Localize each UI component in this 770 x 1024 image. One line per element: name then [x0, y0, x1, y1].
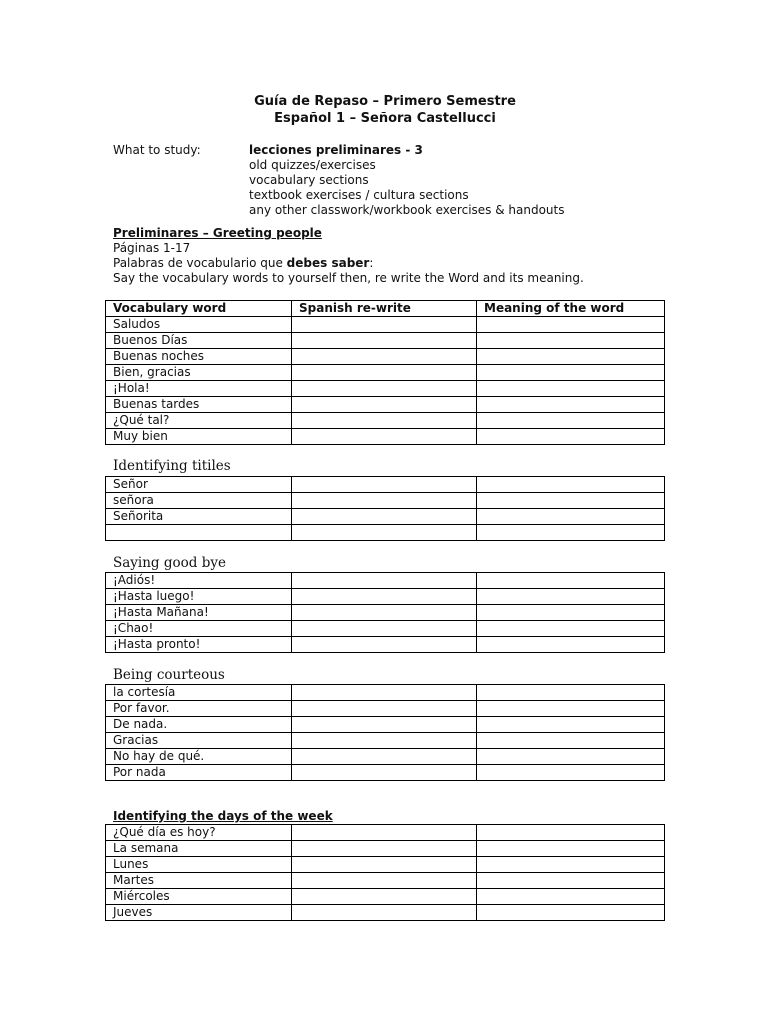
- vocab-word: De nada.: [106, 717, 292, 733]
- table-row: [106, 749, 665, 765]
- rewrite-cell[interactable]: [292, 493, 477, 509]
- table-row: [106, 637, 665, 653]
- vocab-note-bold: debes saber: [286, 256, 370, 270]
- rewrite-cell[interactable]: [292, 765, 477, 781]
- meaning-cell[interactable]: [477, 685, 665, 701]
- vocab-word: Por favor.: [106, 701, 292, 717]
- rewrite-cell[interactable]: [292, 605, 477, 621]
- table-row: [106, 605, 665, 621]
- rewrite-cell[interactable]: [292, 841, 477, 857]
- meaning-cell[interactable]: [477, 397, 665, 413]
- table-header-row: [106, 301, 665, 317]
- page-title: Guía de Repaso – Primero Semestre: [254, 94, 516, 109]
- vocab-word: No hay de qué.: [106, 749, 292, 765]
- meaning-cell[interactable]: [477, 413, 665, 429]
- section-heading-greetings: Preliminares – Greeting people: [113, 226, 322, 240]
- table-row: [106, 413, 665, 429]
- section-heading-goodbye: Saying good bye: [113, 555, 226, 571]
- meaning-cell[interactable]: [477, 857, 665, 873]
- goodbye-table: [105, 572, 665, 653]
- meaning-cell[interactable]: [477, 841, 665, 857]
- meaning-cell[interactable]: [477, 605, 665, 621]
- table-row: [106, 365, 665, 381]
- table-row: [106, 477, 665, 493]
- meaning-cell[interactable]: [477, 477, 665, 493]
- vocab-note-suffix: :: [369, 256, 374, 270]
- vocab-word: Miércoles: [106, 889, 292, 905]
- table-row: [106, 717, 665, 733]
- vocab-word: Buenas noches: [106, 349, 292, 365]
- page-subtitle: Español 1 – Señora Castellucci: [274, 111, 496, 126]
- vocab-word: Saludos: [106, 317, 292, 333]
- meaning-cell[interactable]: [477, 381, 665, 397]
- meaning-cell[interactable]: [477, 589, 665, 605]
- section-heading-titles: Identifying titiles: [113, 458, 231, 474]
- courteous-table: [105, 684, 665, 781]
- meaning-cell[interactable]: [477, 429, 665, 445]
- vocab-word: Gracias: [106, 733, 292, 749]
- study-label: What to study:: [113, 143, 201, 157]
- meaning-cell[interactable]: [477, 701, 665, 717]
- table-row: [106, 733, 665, 749]
- rewrite-cell[interactable]: [292, 857, 477, 873]
- rewrite-cell[interactable]: [292, 429, 477, 445]
- meaning-cell[interactable]: [477, 825, 665, 841]
- table-row: [106, 873, 665, 889]
- rewrite-cell[interactable]: [292, 413, 477, 429]
- table-row: [106, 889, 665, 905]
- meaning-cell[interactable]: [477, 317, 665, 333]
- vocab-word: ¡Hola!: [106, 381, 292, 397]
- rewrite-cell[interactable]: [292, 733, 477, 749]
- rewrite-cell[interactable]: [292, 397, 477, 413]
- table-row: [106, 397, 665, 413]
- table-row: [106, 841, 665, 857]
- pages-note: Páginas 1-17: [113, 241, 191, 255]
- header-vocabulary-word: Vocabulary word: [106, 301, 292, 317]
- study-item: textbook exercises / cultura sections: [249, 188, 469, 202]
- vocab-word: ¡Hasta pronto!: [106, 637, 292, 653]
- rewrite-cell[interactable]: [292, 685, 477, 701]
- table-row: [106, 573, 665, 589]
- table-row: [106, 333, 665, 349]
- header-meaning: Meaning of the word: [477, 301, 665, 317]
- table-row: [106, 525, 665, 541]
- rewrite-cell[interactable]: [292, 525, 477, 541]
- table-row: [106, 825, 665, 841]
- rewrite-cell[interactable]: [292, 477, 477, 493]
- vocab-word: ¡Chao!: [106, 621, 292, 637]
- meaning-cell[interactable]: [477, 509, 665, 525]
- rewrite-cell[interactable]: [292, 825, 477, 841]
- rewrite-cell[interactable]: [292, 381, 477, 397]
- table-row: [106, 857, 665, 873]
- vocab-word: Por nada: [106, 765, 292, 781]
- vocab-word: Jueves: [106, 905, 292, 921]
- vocab-word: Martes: [106, 873, 292, 889]
- rewrite-cell[interactable]: [292, 717, 477, 733]
- meaning-cell[interactable]: [477, 349, 665, 365]
- meaning-cell[interactable]: [477, 749, 665, 765]
- vocab-note: [113, 256, 373, 270]
- study-list: [249, 143, 564, 218]
- vocab-word: ¿Qué tal?: [106, 413, 292, 429]
- study-item: old quizzes/exercises: [249, 158, 376, 172]
- study-item: any other classwork/workbook exercises & handouts: [249, 203, 565, 217]
- table-row: [106, 509, 665, 525]
- greetings-table: [105, 300, 665, 445]
- instructions: Say the vocabulary words to yourself then, re write the Word and its meaning.: [113, 271, 584, 285]
- rewrite-cell[interactable]: [292, 365, 477, 381]
- meaning-cell[interactable]: [477, 525, 665, 541]
- meaning-cell[interactable]: [477, 493, 665, 509]
- rewrite-cell[interactable]: [292, 349, 477, 365]
- meaning-cell[interactable]: [477, 573, 665, 589]
- rewrite-cell[interactable]: [292, 873, 477, 889]
- meaning-cell[interactable]: [477, 717, 665, 733]
- vocab-word: ¿Qué día es hoy?: [106, 825, 292, 841]
- rewrite-cell[interactable]: [292, 573, 477, 589]
- titles-table: [105, 476, 665, 541]
- vocab-word: ¡Hasta luego!: [106, 589, 292, 605]
- vocab-word: Lunes: [106, 857, 292, 873]
- table-row: [106, 381, 665, 397]
- table-row: [106, 905, 665, 921]
- rewrite-cell[interactable]: [292, 589, 477, 605]
- meaning-cell[interactable]: [477, 889, 665, 905]
- study-item: lecciones preliminares - 3: [249, 143, 423, 157]
- table-row: [106, 349, 665, 365]
- vocab-word: Señor: [106, 477, 292, 493]
- table-row: [106, 701, 665, 717]
- table-row: [106, 765, 665, 781]
- vocab-word: Bien, gracias: [106, 365, 292, 381]
- meaning-cell[interactable]: [477, 905, 665, 921]
- rewrite-cell[interactable]: [292, 749, 477, 765]
- meaning-cell[interactable]: [477, 873, 665, 889]
- rewrite-cell[interactable]: [292, 333, 477, 349]
- vocab-word: Buenos Días: [106, 333, 292, 349]
- vocab-note-prefix: Palabras de vocabulario que: [113, 256, 287, 270]
- table-row: [106, 685, 665, 701]
- rewrite-cell[interactable]: [292, 701, 477, 717]
- study-item: vocabulary sections: [249, 173, 369, 187]
- vocab-word: [106, 525, 292, 541]
- vocab-word: La semana: [106, 841, 292, 857]
- meaning-cell[interactable]: [477, 621, 665, 637]
- meaning-cell[interactable]: [477, 765, 665, 781]
- table-row: [106, 493, 665, 509]
- table-row: [106, 589, 665, 605]
- meaning-cell[interactable]: [477, 333, 665, 349]
- table-row: [106, 621, 665, 637]
- rewrite-cell[interactable]: [292, 905, 477, 921]
- vocab-word: la cortesía: [106, 685, 292, 701]
- vocab-word: Señorita: [106, 509, 292, 525]
- meaning-cell[interactable]: [477, 733, 665, 749]
- table-row: [106, 317, 665, 333]
- vocab-word: señora: [106, 493, 292, 509]
- section-heading-courteous: Being courteous: [113, 667, 225, 683]
- rewrite-cell[interactable]: [292, 509, 477, 525]
- meaning-cell[interactable]: [477, 637, 665, 653]
- meaning-cell[interactable]: [477, 365, 665, 381]
- days-table: [105, 824, 665, 921]
- rewrite-cell[interactable]: [292, 317, 477, 333]
- rewrite-cell[interactable]: [292, 889, 477, 905]
- vocab-word: ¡Adiós!: [106, 573, 292, 589]
- section-heading-days: Identifying the days of the week: [113, 809, 333, 823]
- vocab-word: ¡Hasta Mañana!: [106, 605, 292, 621]
- header-spanish-rewrite: Spanish re-write: [292, 301, 477, 317]
- table-row: [106, 429, 665, 445]
- rewrite-cell[interactable]: [292, 637, 477, 653]
- rewrite-cell[interactable]: [292, 621, 477, 637]
- vocab-word: Buenas tardes: [106, 397, 292, 413]
- vocab-word: Muy bien: [106, 429, 292, 445]
